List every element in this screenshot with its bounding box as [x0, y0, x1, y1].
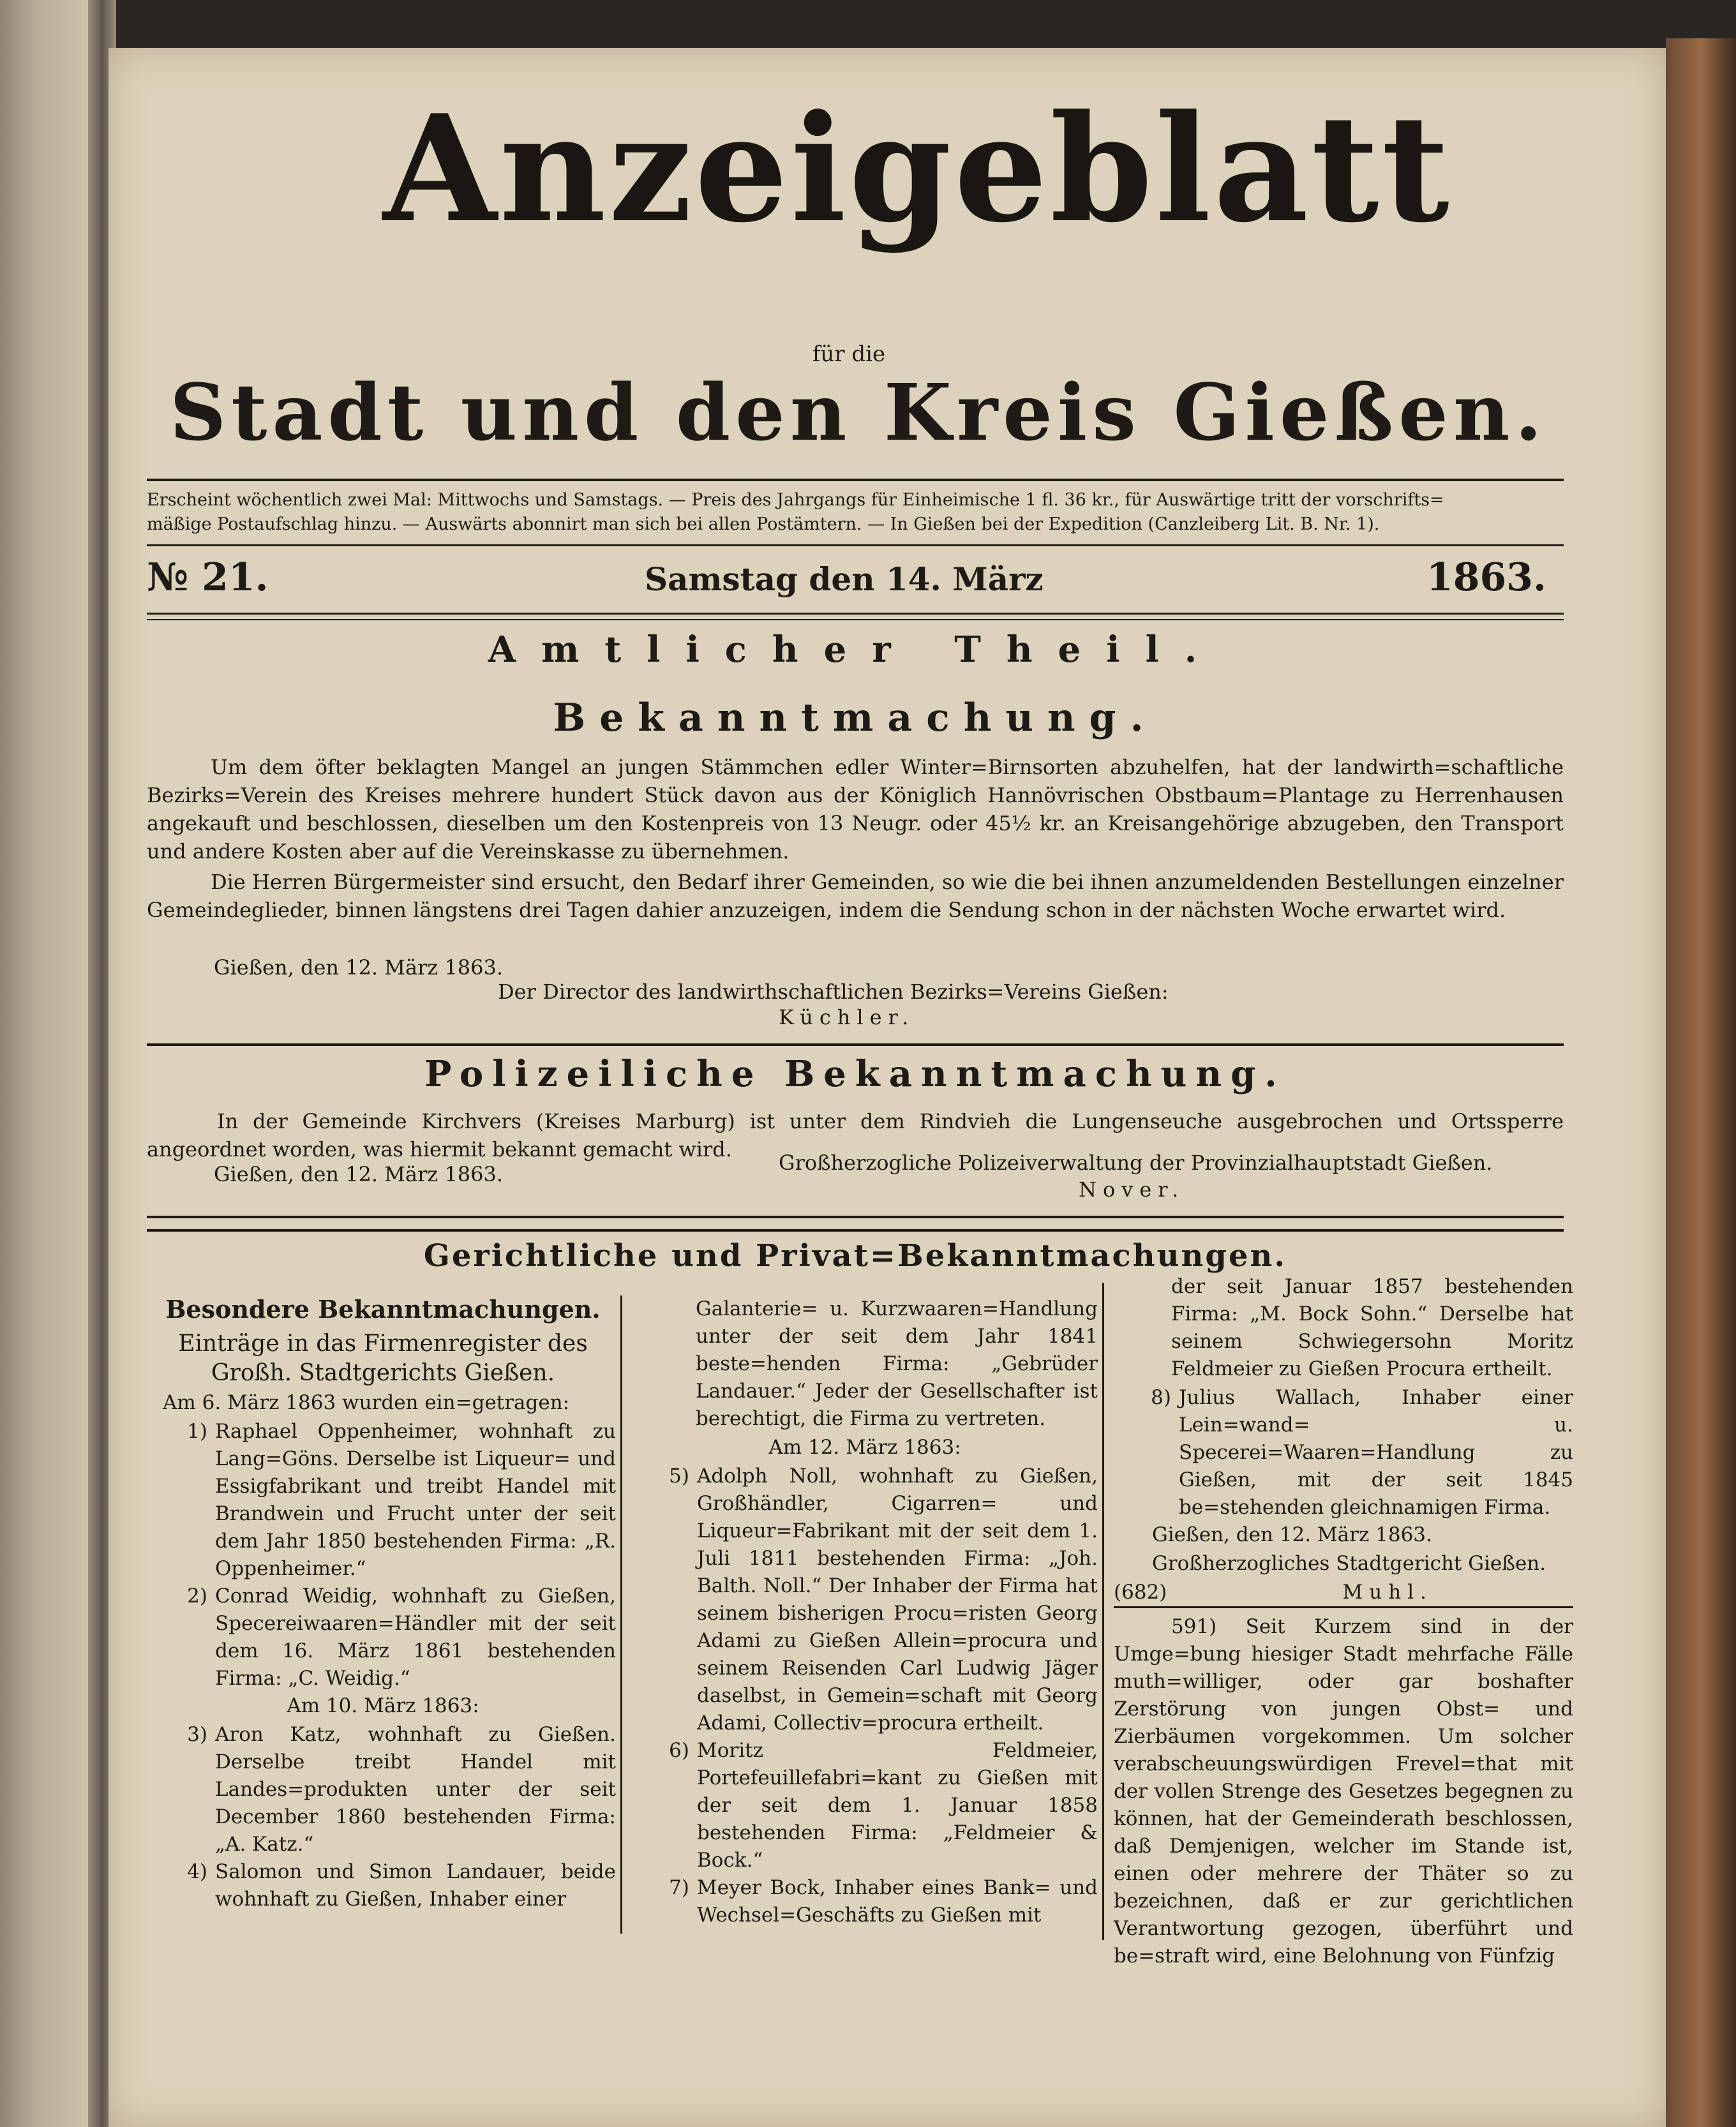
masthead-rule-top: [147, 479, 1564, 481]
register-entry-6: 6) Moritz Feldmeier, Portefeuillefabri=kant zu Gießen mit der seit dem 1. Januar 1858 bestehenden Firma: „Feldmeier & Bock.“: [669, 1739, 1098, 1872]
register-date-1: Am 6. März 1863 wurden ein=getragen:: [163, 1391, 570, 1414]
court-signatory-name: Muhl.: [1342, 1581, 1433, 1604]
register-entry-3: 3) Aron Katz, wohnhaft zu Gießen. Derselbe treibt Handel mit Landes=produkten unter der seit December 1860 bestehenden Firma: „A. Katz.“: [187, 1723, 616, 1856]
register-entry-7-continued: der seit Januar 1857 bestehenden Firma: „M. Bock Sohn.“ Derselbe hat seinem Schwiegersohn Moritz Feldmeier zu Gießen Procura ertheilt.: [1171, 1275, 1573, 1380]
left-page-edge: [0, 0, 93, 2127]
announcement-paragraph-1: Um dem öfter beklagten Mangel an jungen Stämmchen edler Winter=Birnsorten abzuhelfen, hat der landwirth=schaftliche Bezirks=Verein des Kreises mehrere hundert Stück davon aus der Königlich Hannövrischen Obstbaum=Plantage zu Herrenhausen angekauft und beschlossen, dieselben um den Kostenpreis von 13 Neugr. oder 45½ kr. an Kreisangehörige abzugeben, den Transport und andere Kosten aber auf die Vereinskasse zu übernehmen.: [147, 755, 1564, 863]
issue-date: Samstag den 14. März: [645, 560, 1044, 598]
court-private-heading: Gerichtliche und Privat=Bekanntmachungen.: [423, 1238, 1287, 1274]
subscription-info-line1: Erscheint wöchentlich zwei Mal: Mittwochs und Samstags. — Preis des Jahrgangs für Einheimische 1 fl. 36 kr., für Auswärtige tritt der vorschrifts=: [147, 490, 1444, 510]
court-date: Gießen, den 12. März 1863.: [1152, 1523, 1432, 1546]
issue-number: № 21.: [147, 555, 269, 600]
special-announcements-heading: Besondere Bekanntmachungen.: [165, 1295, 601, 1324]
issue-year: 1863.: [1426, 555, 1546, 600]
fuer-die-line: für die: [812, 341, 886, 367]
police-signatory-title: Großherzogliche Polizeiverwaltung der Provinzialhauptstadt Gießen.: [779, 1151, 1493, 1175]
column-divider-2: [1102, 1283, 1104, 1940]
police-announcement-heading: Polizeiliche Bekanntmachung.: [424, 1053, 1286, 1095]
newspaper-subtitle: Stadt und den Kreis Gießen.: [170, 366, 1547, 458]
column-3: [1114, 1273, 1573, 1971]
column-1: [150, 1295, 616, 1913]
register-entry-7: 7) Meyer Bock, Inhaber eines Bank= und Wechsel=Geschäfts zu Gießen mit: [669, 1876, 1098, 1927]
police-announcement-date: Gießen, den 12. März 1863.: [214, 1162, 504, 1186]
announcement-signatory-title: Der Director des landwirthschaftlichen Bezirks=Vereins Gießen:: [498, 980, 1169, 1004]
masthead-rule-middle: [147, 544, 1564, 546]
section-rule-3: [147, 1229, 1564, 1232]
column-divider-1: [620, 1295, 622, 1934]
announcement-paragraph-2: Die Herren Bürgermeister sind ersucht, den Bedarf ihrer Gemeinden, so wie die bei ihnen anzumeldenden Bestellungen einzelner Gemeindeglieder, binnen längstens drei Tagen dahier anzuzeigen, indem die Sendung schon in der nächsten Woche erwartet wird.: [147, 870, 1564, 922]
register-entry-1: 1) Raphael Oppenheimer, wohnhaft zu Lang=Göns. Derselbe ist Liqueur= und Essigfabrikant und treibt Handel mit Brandwein und Frucht unter der seit dem Jahr 1850 bestehenden Firma: „R. Oppenheimer.“: [187, 1420, 616, 1580]
register-entry-4: 4) Salomon und Simon Landauer, beide wohnhaft zu Gießen, Inhaber einer: [187, 1860, 616, 1911]
police-signatory-name: Nover.: [1079, 1177, 1185, 1202]
announcement-heading: Bekanntmachung.: [553, 696, 1158, 740]
newspaper-title: Anzeigeblatt: [383, 83, 1452, 255]
announcement-signatory-name: Küchler.: [779, 1005, 915, 1029]
official-section-heading: Amtlicher Theil.: [488, 629, 1223, 671]
register-date-3: Am 12. März 1863:: [768, 1436, 961, 1459]
issue-rule-2: [147, 619, 1564, 620]
column-2: [632, 1295, 1098, 1929]
police-announcement-text: In der Gemeinde Kirchvers (Kreises Marburg) ist unter dem Rindvieh die Lungenseuche ausgebrochen und Ortssperre angeordnet worden, was hiermit bekannt gemacht wird.: [147, 1109, 1564, 1161]
firm-register-heading: Einträge in das Firmenregister des Großh. Stadtgerichts Gießen.: [178, 1331, 588, 1386]
court-reference-row: [1114, 1579, 1573, 1608]
book-cover-edge: [1666, 38, 1736, 2127]
register-entry-2: 2) Conrad Weidig, wohnhaft zu Gießen, Specereiwaaren=Händler mit der seit dem 16. März 1861 bestehenden Firma: „C. Weidig.“: [187, 1585, 616, 1690]
register-date-2: Am 10. März 1863:: [287, 1694, 479, 1717]
section-rule-2: [147, 1216, 1564, 1218]
register-entry-8: 8) Julius Wallach, Inhaber einer Lein=wand= u. Specerei=Waaren=Handlung zu Gießen, mit der seit 1845 be=stehenden gleichnamigen Firma.: [1151, 1386, 1573, 1519]
register-entry-5: 5) Adolph Noll, wohnhaft zu Gießen, Großhändler, Cigarren= und Liqueur=Fabrikant mit der seit dem 1. Juli 1811 bestehenden Firma: „Joh. Balth. Noll.“ Der Inhaber der Firma hat seinem bisherigen Procu=risten Georg Adami zu Gießen Allein=procura und seinem Reisenden Carl Ludwig Jäger daselbst, in Gemein=schaft mit Georg Adami, Collectiv=procura ertheilt.: [669, 1465, 1098, 1735]
announcement-date: Gießen, den 12. März 1863.: [214, 955, 504, 980]
section-rule-1: [147, 1043, 1564, 1046]
register-entry-4-continued: Galanterie= u. Kurzwaaren=Handlung unter der seit dem Jahr 1841 beste=henden Firma: „Gebrüder Landauer.“ Jeder der Gesellschafter ist berechtigt, die Firma zu vertreten.: [696, 1297, 1098, 1430]
subscription-info-line2: mäßige Postaufschlag hinzu. — Auswärts abonnirt man sich bei allen Postämtern. — In Gießen bei der Expedition (Canzleiberg Lit. B. Nr. 1).: [147, 514, 1380, 534]
vandalism-notice: 591) Seit Kurzem sind in der Umge=bung hiesiger Stadt mehrfache Fälle muth=williger, oder gar boshafter Zerstörung von jungen Obst= und Zierbäumen vorgekommen. Um solcher verabscheuungswürdigen Frevel=that mit der vollen Strenge des Gesetzes begegnen zu können, hat der Gemeinderath beschlossen, daß Demjenigen, welcher im Stande ist, einen oder mehrere der Thäter so zu bezeichnen, daß er zur gerichtlichen Verantwortung gezogen, überführt und be=straft wird, eine Belohnung von Fünfzig: [1114, 1615, 1573, 1967]
court-signatory: Großherzogliches Stadtgericht Gießen.: [1152, 1552, 1546, 1575]
issue-rule-1: [147, 613, 1564, 615]
court-reference-number: (682): [1114, 1581, 1167, 1604]
